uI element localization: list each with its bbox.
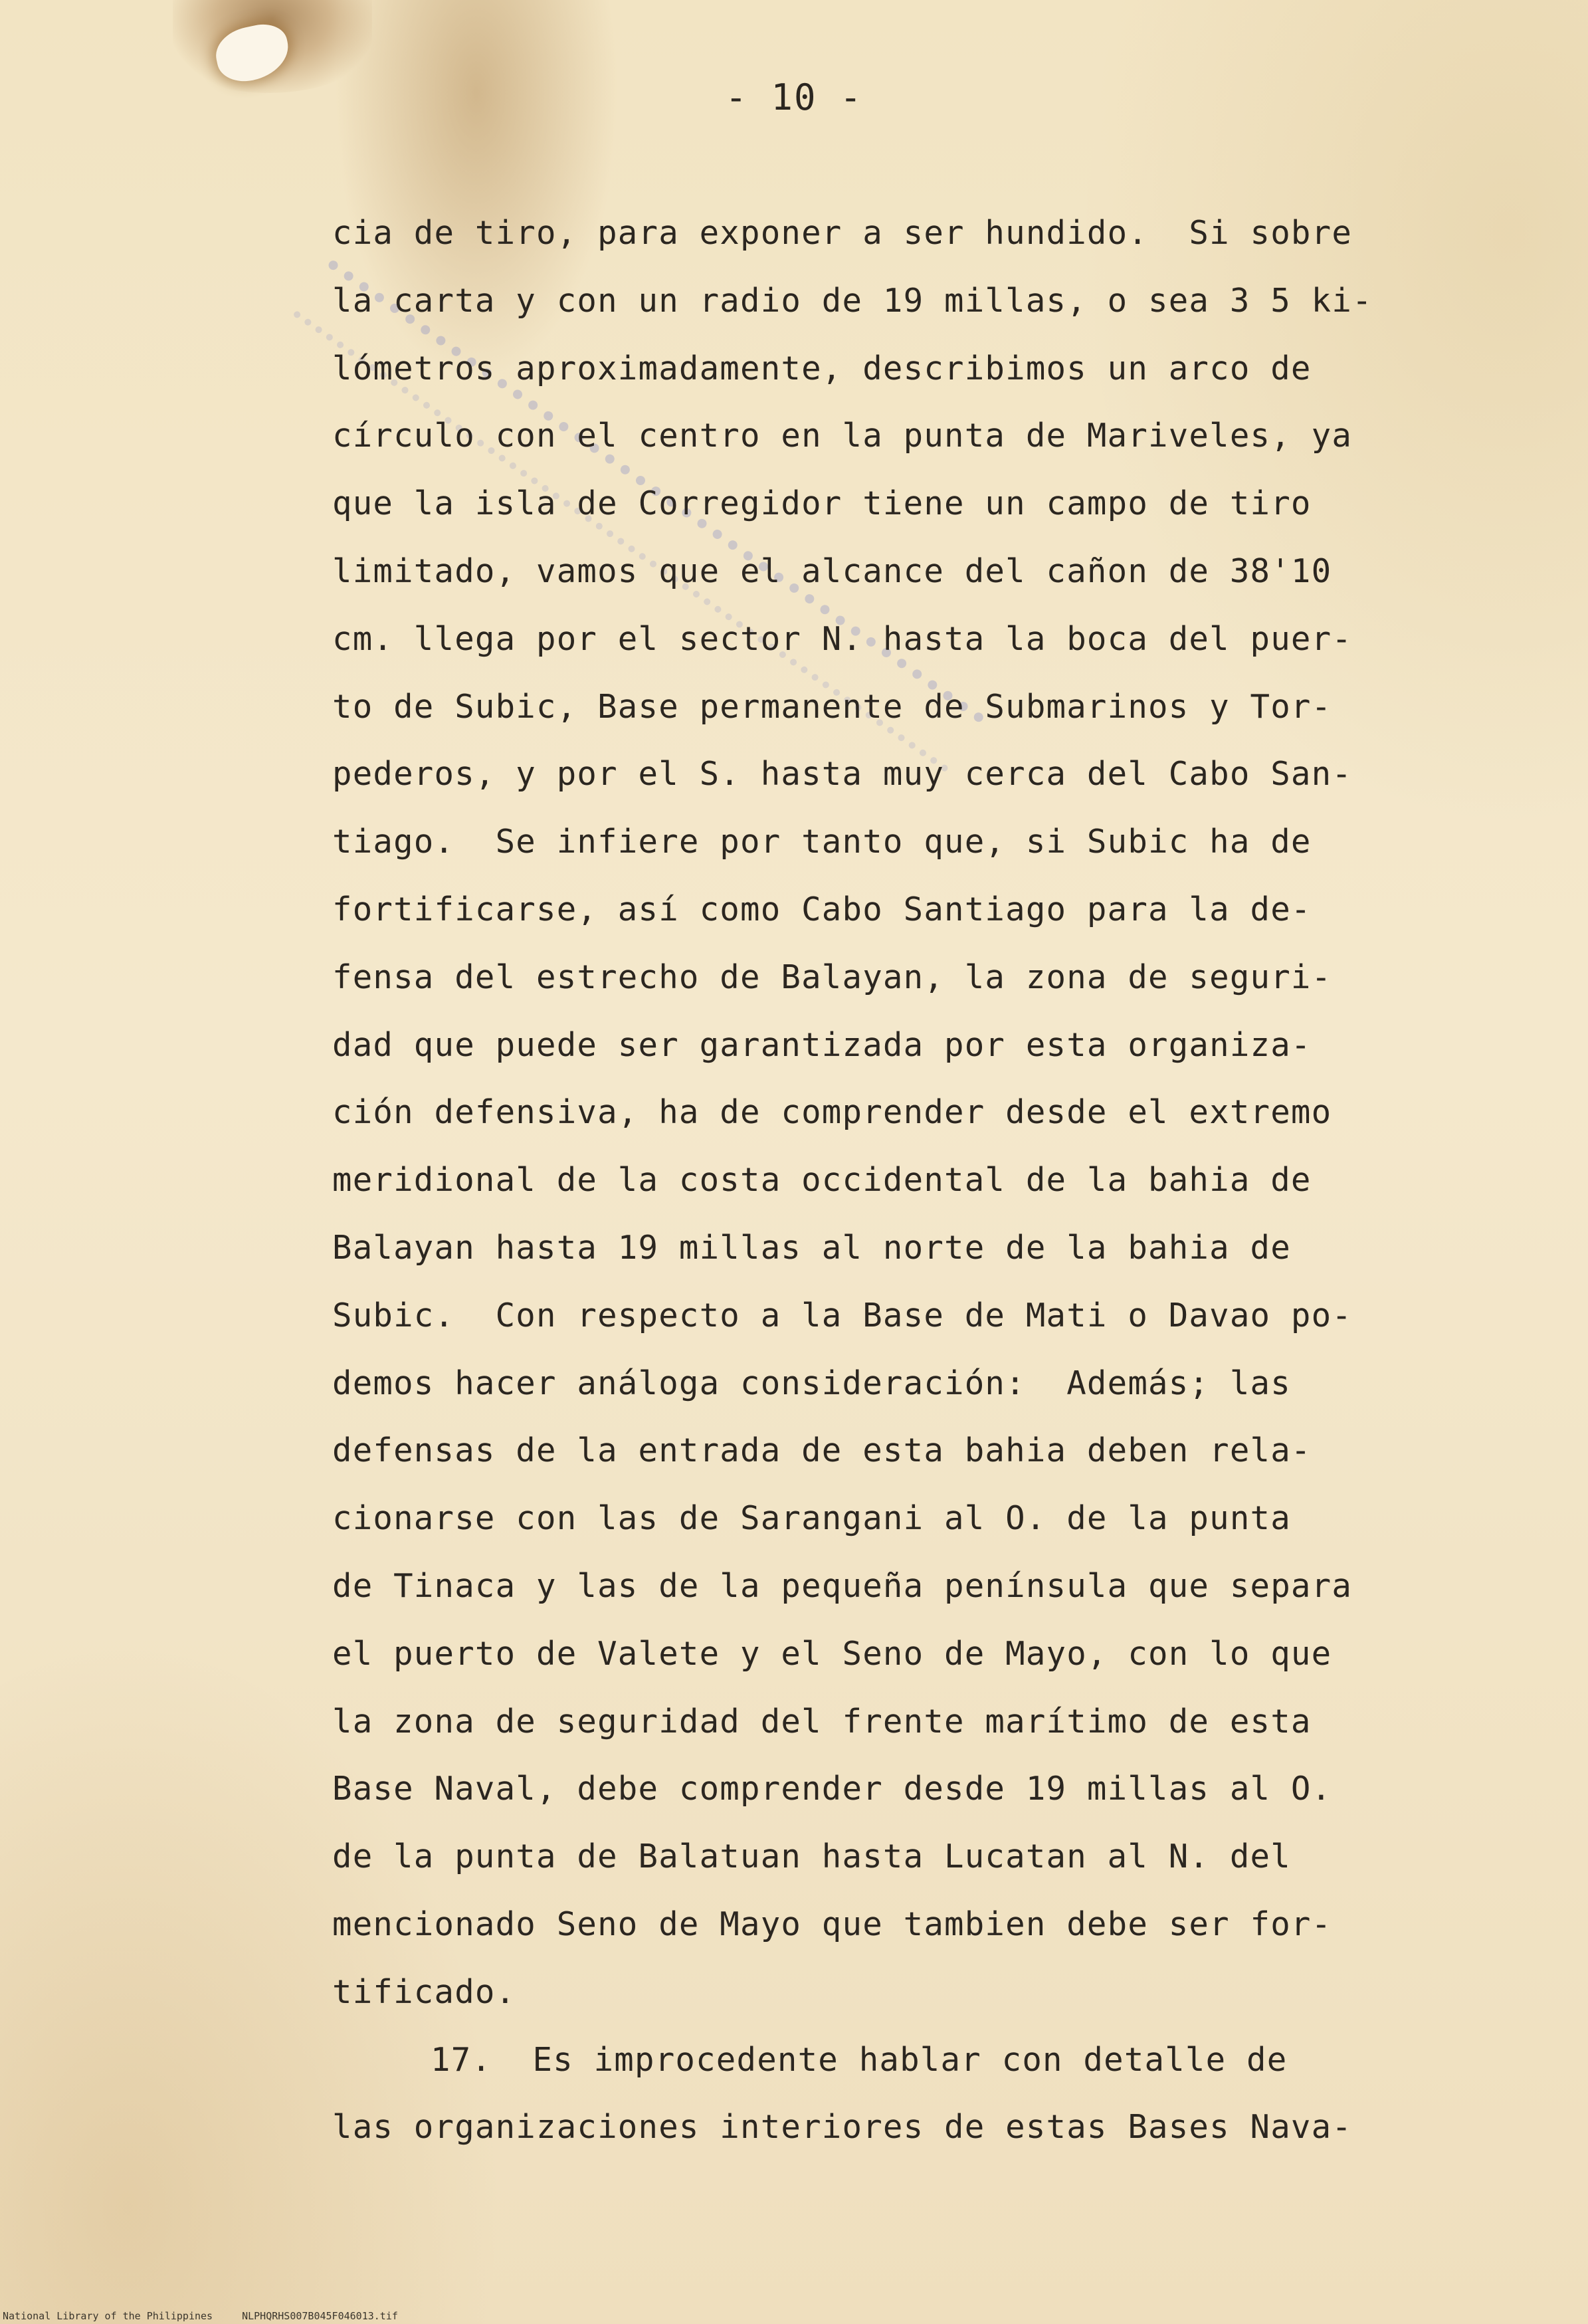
text-line: limitado, vamos que el alcance del cañon de 38'10	[332, 552, 1332, 590]
text-line: de Tinaca y las de la pequeña península que separa	[332, 1566, 1353, 1605]
text-line: meridional de la costa occidental de la bahia de	[332, 1161, 1312, 1200]
text-line: Base Naval, debe comprender desde 19 millas al O.	[332, 1770, 1332, 1808]
scan-filename: NLPHQRHS007B045F046013.tif	[242, 2310, 398, 2322]
text-line: la carta y con un radio de 19 millas, o sea 3 5 ki-	[332, 281, 1373, 320]
text-line: Subic. Con respecto a la Base de Mati o Davao po-	[332, 1296, 1353, 1334]
paragraph-17-line: las organizaciones interiores de estas Bases Nava-	[332, 2108, 1353, 2147]
text-line: demos hacer análoga consideración: Además; las	[332, 1364, 1291, 1402]
page-number: - 10 -	[725, 76, 863, 118]
paragraph-17-first-line: 17. Es improcedente hablar con detalle de	[431, 2040, 1288, 2079]
text-line: Balayan hasta 19 millas al norte de la bahia de	[332, 1228, 1291, 1267]
text-line: defensas de la entrada de esta bahia deben rela-	[332, 1431, 1312, 1470]
text-line: cionarse con las de Sarangani al O. de la punta	[332, 1499, 1291, 1538]
text-line: pederos, y por el S. hasta muy cerca del Cabo San-	[332, 755, 1353, 793]
text-line: que la isla de Corregidor tiene un campo de tiro	[332, 484, 1312, 523]
scan-footer	[3, 2310, 427, 2322]
text-line: círculo con el centro en la punta de Mariveles, ya	[332, 417, 1353, 455]
text-line: de la punta de Balatuan hasta Lucatan al N. del	[332, 1838, 1291, 1876]
text-line: cm. llega por el sector N. hasta la boca del puer-	[332, 619, 1353, 658]
text-line: ción defensiva, ha de comprender desde el extremo	[332, 1093, 1332, 1132]
text-line: fortificarse, así como Cabo Santiago para la de-	[332, 890, 1312, 928]
text-line: fensa del estrecho de Balayan, la zona de seguri-	[332, 958, 1332, 996]
text-line: la zona de seguridad del frente marítimo de esta	[332, 1702, 1312, 1741]
text-line: cia de tiro, para exponer a ser hundido. Si sobre	[332, 214, 1353, 252]
text-line: to de Subic, Base permanente de Submarinos y Tor-	[332, 687, 1332, 726]
text-line: lómetros aproximadamente, describimos un arco de	[332, 349, 1312, 387]
text-line: tificado.	[332, 1972, 516, 2011]
text-line: dad que puede ser garantizada por esta organiza-	[332, 1025, 1312, 1064]
library-credit: National Library of the Philippines	[3, 2310, 213, 2322]
text-line: el puerto de Valete y el Seno de Mayo, con lo que	[332, 1634, 1332, 1673]
text-line: tiago. Se infiere por tanto que, si Subic ha de	[332, 823, 1312, 861]
document-body	[332, 199, 1395, 2161]
text-line: mencionado Seno de Mayo que tambien debe ser for-	[332, 1905, 1332, 1943]
